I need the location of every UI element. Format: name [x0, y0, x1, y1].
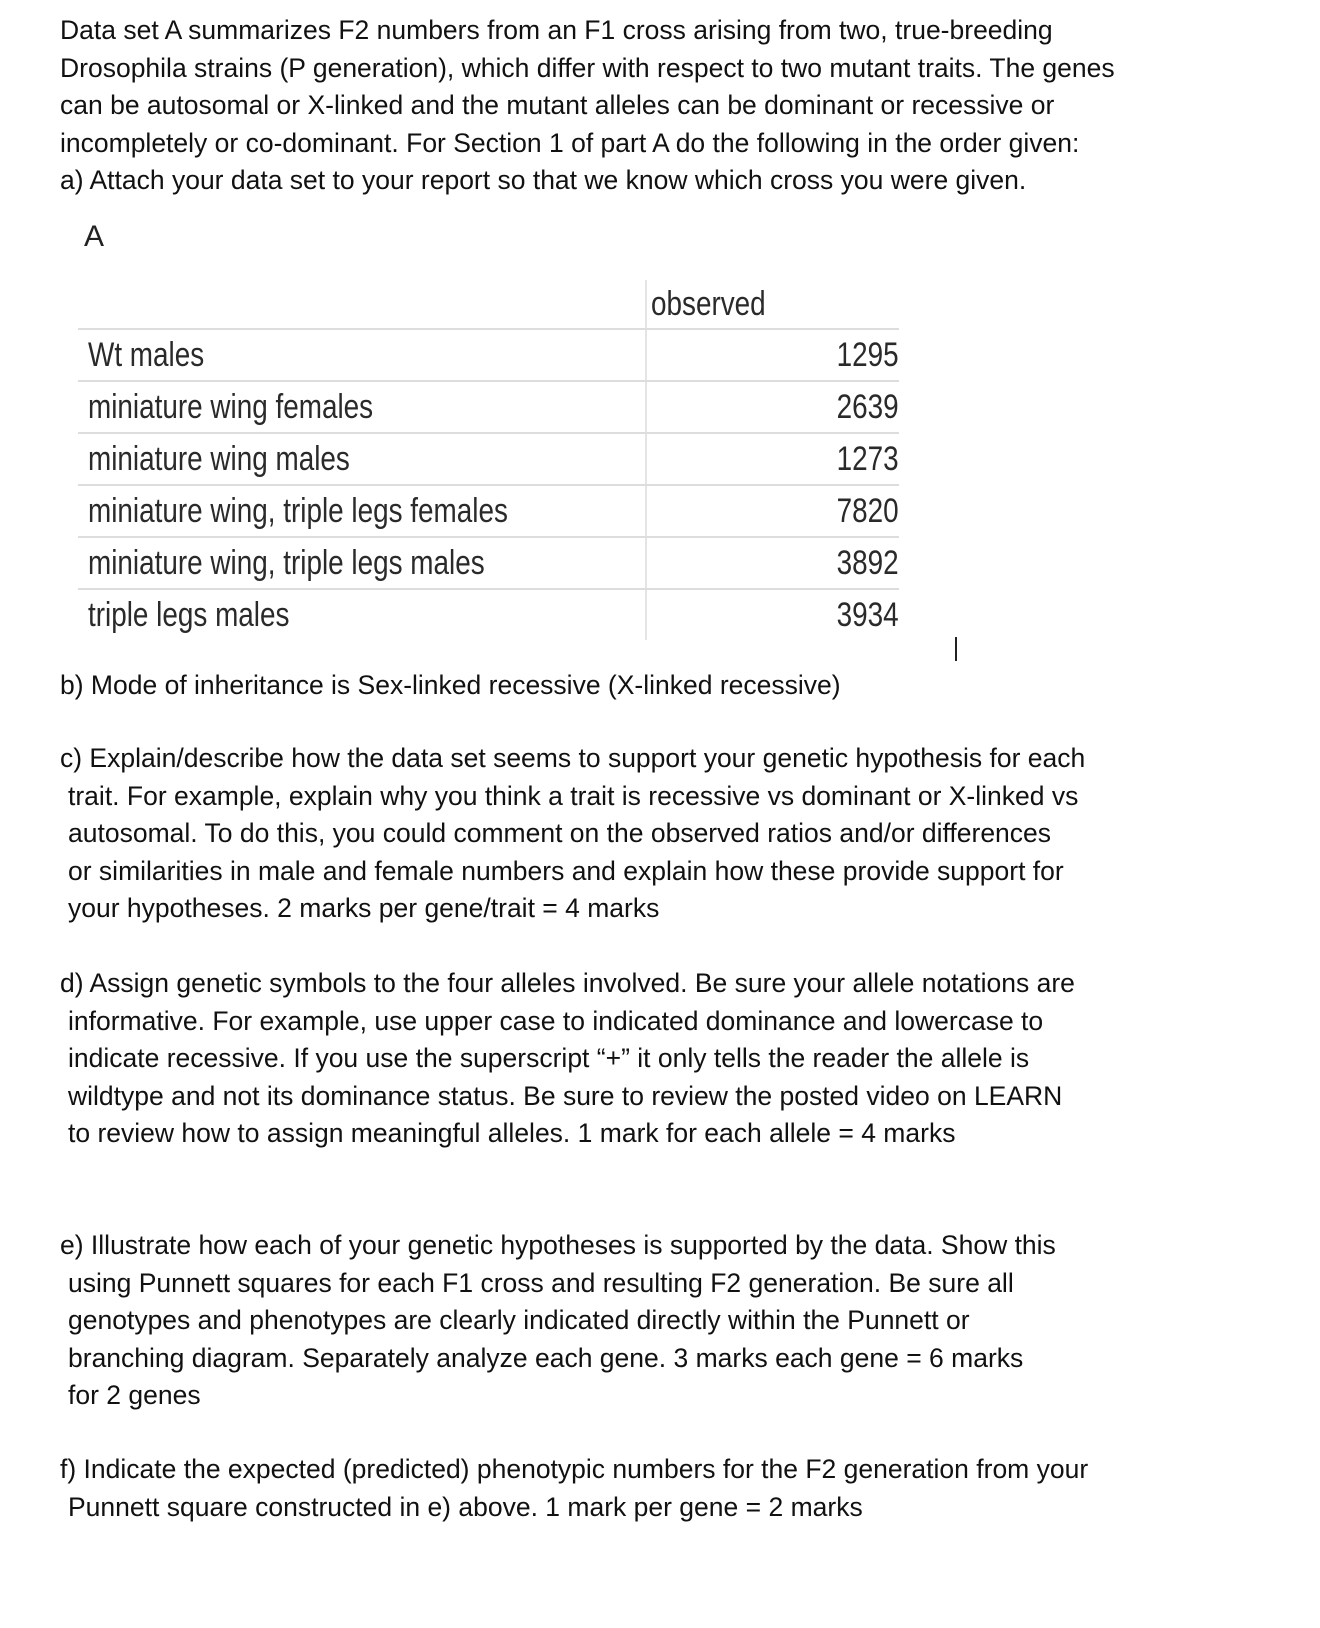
- question-c-line: trait. For example, explain why you think a trait is recessive vs dominant or X-linked vs: [68, 780, 1079, 811]
- dataset-table: [78, 280, 899, 640]
- question-e-line: for 2 genes: [68, 1380, 201, 1410]
- question-b-line: b) Mode of inheritance is Sex-linked recessive (X-linked recessive): [60, 670, 841, 700]
- phenotype-cell: miniature wing males: [88, 439, 350, 478]
- question-e-line: using Punnett squares for each F1 cross and resulting F2 generation. Be sure all: [68, 1267, 1014, 1298]
- question-d-line: indicate recessive. If you use the superscript “+” it only tells the reader the allele is: [68, 1043, 1030, 1073]
- question-e-line: e) Illustrate how each of your genetic hypotheses is supported by the data. Show this: [60, 1230, 1056, 1260]
- observed-cell: 3934: [836, 595, 899, 634]
- question-c-line: autosomal. To do this, you could comment on the observed ratios and/or differences: [68, 818, 1052, 848]
- question-e-line: branching diagram. Separately analyze each gene. 3 marks each gene = 6 marks: [68, 1342, 1024, 1373]
- phenotype-cell: miniature wing females: [88, 387, 374, 426]
- intro-line: can be autosomal or X-linked and the mutant alleles can be dominant or recessive or: [60, 90, 1055, 120]
- column-header-observed: observed: [646, 280, 899, 329]
- dataset-label: A: [84, 220, 105, 253]
- table-row: [78, 589, 899, 640]
- table-row: [78, 433, 899, 485]
- question-d-line: d) Assign genetic symbols to the four alleles involved. Be sure your allele notations are: [60, 968, 1075, 998]
- question-a: a) Attach your data set to your report so that we know which cross you were given.: [60, 165, 1027, 195]
- question-f-line: Punnett square constructed in e) above. 1 mark per gene = 2 marks: [68, 1491, 863, 1522]
- phenotype-cell: miniature wing, triple legs males: [88, 543, 485, 582]
- observed-cell: 2639: [836, 387, 899, 426]
- question-b: [60, 667, 1260, 705]
- intro-line: Drosophila strains (P generation), which differ with respect to two mutant traits. The genes: [60, 52, 1115, 83]
- question-c-line: your hypotheses. 2 marks per gene/trait = 4 marks: [68, 893, 660, 923]
- question-d-line: to review how to assign meaningful alleles. 1 mark for each allele = 4 marks: [68, 1118, 956, 1148]
- question-d: [60, 965, 1260, 1153]
- question-e-line: genotypes and phenotypes are clearly indicated directly within the Punnett or: [68, 1305, 970, 1335]
- table-row: [78, 329, 899, 381]
- question-f: [60, 1451, 1260, 1526]
- question-f-line: f) Indicate the expected (predicted) phenotypic numbers for the F2 generation from your: [60, 1454, 1089, 1484]
- question-e: [60, 1227, 1260, 1415]
- phenotype-cell: miniature wing, triple legs females: [88, 491, 508, 530]
- phenotype-cell: Wt males: [88, 335, 205, 374]
- observed-cell: 1273: [836, 439, 899, 478]
- observed-cell: 7820: [836, 491, 899, 530]
- question-d-line: wildtype and not its dominance status. Be sure to review the posted video on LEARN: [68, 1080, 1063, 1111]
- question-c: [60, 740, 1260, 928]
- question-c-line: or similarities in male and female numbers and explain how these provide support for: [68, 855, 1064, 886]
- table-row: [78, 381, 899, 433]
- table-header-row: [78, 280, 899, 329]
- intro-paragraph: [60, 12, 1260, 200]
- question-c-line: c) Explain/describe how the data set seems to support your genetic hypothesis for each: [60, 743, 1086, 773]
- intro-line: incompletely or co-dominant. For Section 1 of part A do the following in the order given:: [60, 127, 1080, 158]
- observed-cell: 3892: [836, 543, 899, 582]
- phenotype-cell: triple legs males: [88, 595, 290, 634]
- observed-cell: 1295: [836, 335, 899, 374]
- question-d-line: informative. For example, use upper case to indicated dominance and lowercase to: [68, 1005, 1044, 1036]
- text-cursor: [955, 637, 957, 661]
- intro-line: Data set A summarizes F2 numbers from an F1 cross arising from two, true-breeding: [60, 15, 1053, 45]
- table-row: [78, 537, 899, 589]
- table-row: [78, 485, 899, 537]
